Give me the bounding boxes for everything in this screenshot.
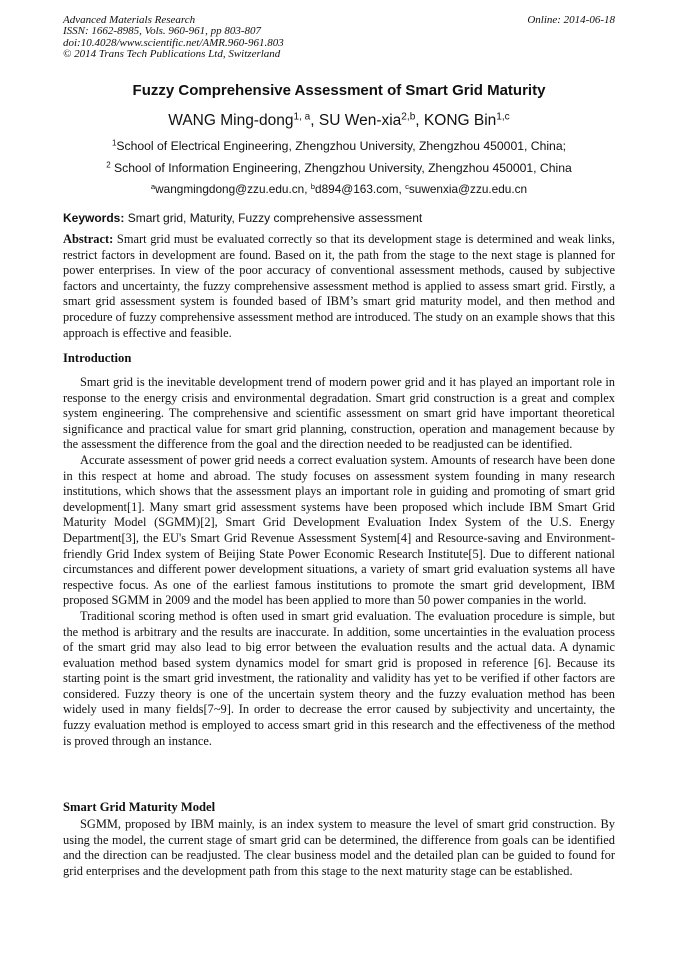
section-heading-smart-grid-maturity-model: Smart Grid Maturity Model bbox=[63, 800, 216, 814]
affiliation-mark: 2 bbox=[106, 160, 111, 170]
copyright-line: © 2014 Trans Tech Publications Ltd, Switzerland bbox=[63, 48, 281, 61]
abstract bbox=[63, 232, 615, 341]
journal-name: Advanced Materials Research bbox=[63, 14, 196, 26]
introduction-body bbox=[63, 375, 615, 749]
email-list bbox=[0, 182, 678, 196]
keywords bbox=[63, 211, 615, 225]
affiliation-text: School of Information Engineering, Zhengzhou University, Zhengzhou 450001, China bbox=[114, 161, 572, 175]
keywords-text: Smart grid, Maturity, Fuzzy comprehensive assessment bbox=[127, 211, 423, 225]
paragraph: Accurate assessment of power grid needs a correct evaluation system. Amounts of research have been done in this respect at home and abroad. The study focuses on assessment system founding in many research institutions, which shows that the assessment plays an important role in guiding and promoting of smart grid development[1]. Many smart grid assessment systems have been proposed which include IBM Smart Grid Maturity Model (SGMM)[2], Smart Grid Development Evaluation Index System of the U.S. Energy Department[3], the EU's Smart Grid Revenue Assessment System[4] and Resource-saving and Environment-friendly Grid Index system of Beijing State Power Economic Research Institute[5]. Due to different national circumstances and different power development situations, a variety of smart grid evaluation systems all have respective focus. As one of the earliest famous institutions to promote the smart grid development, IBM proposed SGMM in 2009 and the model has been applied to more than 50 power companies in the world. bbox=[63, 452, 615, 608]
email-address[interactable]: d894@163.com, bbox=[315, 182, 402, 196]
author-affiliation-mark: 1,c bbox=[496, 111, 510, 123]
affiliation bbox=[0, 161, 678, 175]
journal-header bbox=[63, 15, 423, 61]
online-date: Online: 2014-06-18 bbox=[527, 14, 615, 26]
abstract-text: Smart grid must be evaluated correctly so that its development stage is determined and weak links, restrict factors in development are found. Based on it, the path from the stage to the next stage is planned for power enterprises. In view of the poor accuracy of conventional assessment methods, caused by subjective factors and uncertainty, the fuzzy comprehensive assessment method is applied to assess smart grid. Firstly, a smart grid assessment system is founded based of IBM’s smart grid maturity model, and then method and procedure of fuzzy comprehensive assessment method are introduced. The study on an example shows that this approach is effective and feasible. bbox=[63, 232, 615, 340]
author-name: KONG Bin bbox=[423, 112, 497, 129]
affiliation-mark: 1 bbox=[111, 138, 117, 148]
paragraph: Smart grid is the inevitable development trend of modern power grid and it has played an important role in response to the energy crisis and environmental degradation. Smart grid construction is a great and complex system engineering. The comprehensive and scientific assessment on smart grid have important theoretical significance and practical value for smart grid planning, construction, operation and management because by the assessment the difference from the goal and the direction needed to be readjusted can be identified. bbox=[63, 375, 615, 452]
email-address[interactable]: wangmingdong@zzu.edu.cn, bbox=[155, 182, 308, 196]
affiliation bbox=[0, 139, 678, 153]
affiliation-text: School of Electrical Engineering, Zhengzhou University, Zhengzhou 450001, China; bbox=[116, 139, 567, 153]
email-mark: a bbox=[150, 181, 156, 191]
section-heading-introduction: Introduction bbox=[63, 351, 132, 365]
author-affiliation-mark: 2,b bbox=[401, 111, 416, 123]
email-mark: b bbox=[310, 181, 316, 191]
paragraph: Traditional scoring method is often used in smart grid evaluation. The evaluation procedure is simple, but the method is arbitrary and the results are inaccurate. In addition, some uncertainties in the evaluation process of the smart grid may also lead to big error between the evaluation results and the actual data. A dynamic evaluation method based system dynamics model for smart grid is proposed in reference [6]. Because its starting point is the smart grid investment, the rationality and validity has yet to be verified if other factors are considered. Fuzzy theory is one of the uncertain system theory and the fuzzy evaluation method has been widely used in many fields[7~9]. In order to decrease the error caused by subjectivity and uncertainty, the fuzzy evaluation method is employed to access smart grid in this research and the effectiveness of the method is proved through an instance. bbox=[63, 608, 615, 748]
author-name: SU Wen-xia bbox=[318, 112, 402, 129]
email-mark: c bbox=[405, 181, 409, 191]
smart-grid-maturity-model-body bbox=[63, 817, 615, 879]
paragraph: SGMM, proposed by IBM mainly, is an index system to measure the level of smart grid construction. By using the model, the current stage of smart grid can be determined, the difference from goals can be identified and the direction can be readjusted. The clear business model and the detailed plan can be guided to found for grid enterprises and the development path from this stage to the next maturity stage can be established. bbox=[63, 817, 615, 878]
author-name: WANG Ming-dong bbox=[168, 112, 294, 129]
author-affiliation-mark: 1, a bbox=[293, 111, 311, 123]
keywords-label: Keywords: bbox=[63, 211, 125, 225]
paper-title: Fuzzy Comprehensive Assessment of Smart Grid Maturity bbox=[132, 82, 546, 99]
issn-line: ISSN: 1662-8985, Vols. 960-961, pp 803-807 bbox=[63, 25, 261, 38]
author-list: WANG Ming-dong$^{1, a}$, SU Wen-xia$^{2,b}$, KONG Bin$^{1,c}$ bbox=[168, 111, 510, 129]
email-address[interactable]: suwenxia@zzu.edu.cn bbox=[408, 182, 528, 196]
doi-line: doi:10.4028/www.scientific.net/AMR.960-961.803 bbox=[63, 36, 284, 49]
abstract-label: Abstract: bbox=[63, 232, 114, 246]
